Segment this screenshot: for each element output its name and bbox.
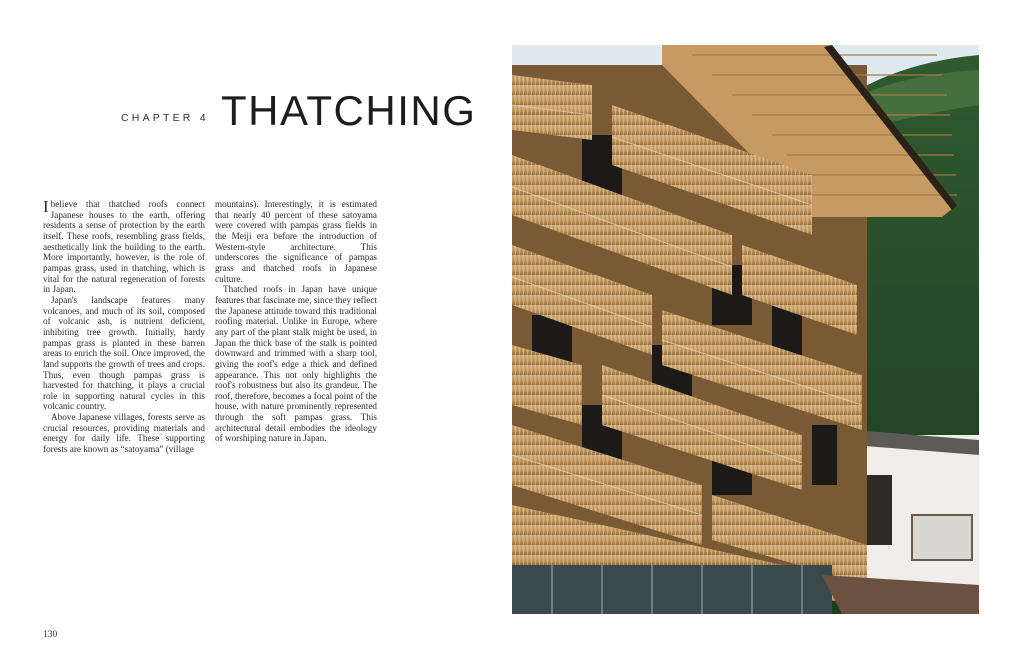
thatched-facade-illustration — [512, 45, 979, 614]
paragraph — [43, 199, 205, 295]
drop-cap: I — [43, 197, 49, 216]
page-number: 130 — [43, 630, 58, 640]
paragraph: Above Japanese villages, forests serve as crucial resources, providing materials and energy for daily life. These supporting forests are known as “satoyama” (village — [43, 412, 205, 455]
ground-floor-glass — [512, 565, 832, 614]
paragraph: Japan's landscape features many volcanoes, and much of its soil, composed of volcanic ash, is nutrient deficient, inhibiting tree growth. Initially, hardy pampas grass is planted in these barren areas to enrich the soil. Once improved, the land supports the growth of trees and crops. Thus, even though pampas grass is harvested for thatching, it plays a crucial role in supporting natural cycles in this volcanic country. — [43, 294, 205, 412]
paragraph: Thatched roofs in Japan have unique features that fascinate me, since they reflect the Japanese attitude toward this traditional roofing material. Unlike in Europe, where any part of the plant stalk might be used, in Japan the thick base of the stalk is pointed downward and trimmed with a sharp tool, giving the roof's edge a thick and defined appearance. This not only highlights the roof's robustness but also its grandeur. The roof, therefore, becomes a focal point of the house, with nature prominently represented through the soft pampas grass. This architectural detail embodies the ideology of worshiping nature in Japan. — [215, 284, 377, 444]
paragraph: mountains). Interestingly, it is estimated that nearly 40 percent of these satoyama were covered with pampas grass fields in the Meiji era before the introduction of Western-style architecture. This underscores the significance of pampas grass and thatched roofs in Japanese culture. — [215, 199, 377, 284]
text-column-1 — [43, 199, 205, 455]
chapter-title: THATCHING — [221, 87, 477, 134]
chapter-label: CHAPTER 4 — [121, 112, 209, 124]
paragraph-text: believe that thatched roofs connect Japanese houses to the earth, offering residents a sense of protection by the earth itself. These roofs, resembling grass fields, aesthetically link the building to the earth. More importantly, however, is the role of pampas grass, used in thatching, which is vital for the natural regeneration of forests in Japan. — [43, 199, 205, 295]
thatched-building-photo — [512, 45, 979, 614]
text-column-2 — [215, 199, 377, 444]
